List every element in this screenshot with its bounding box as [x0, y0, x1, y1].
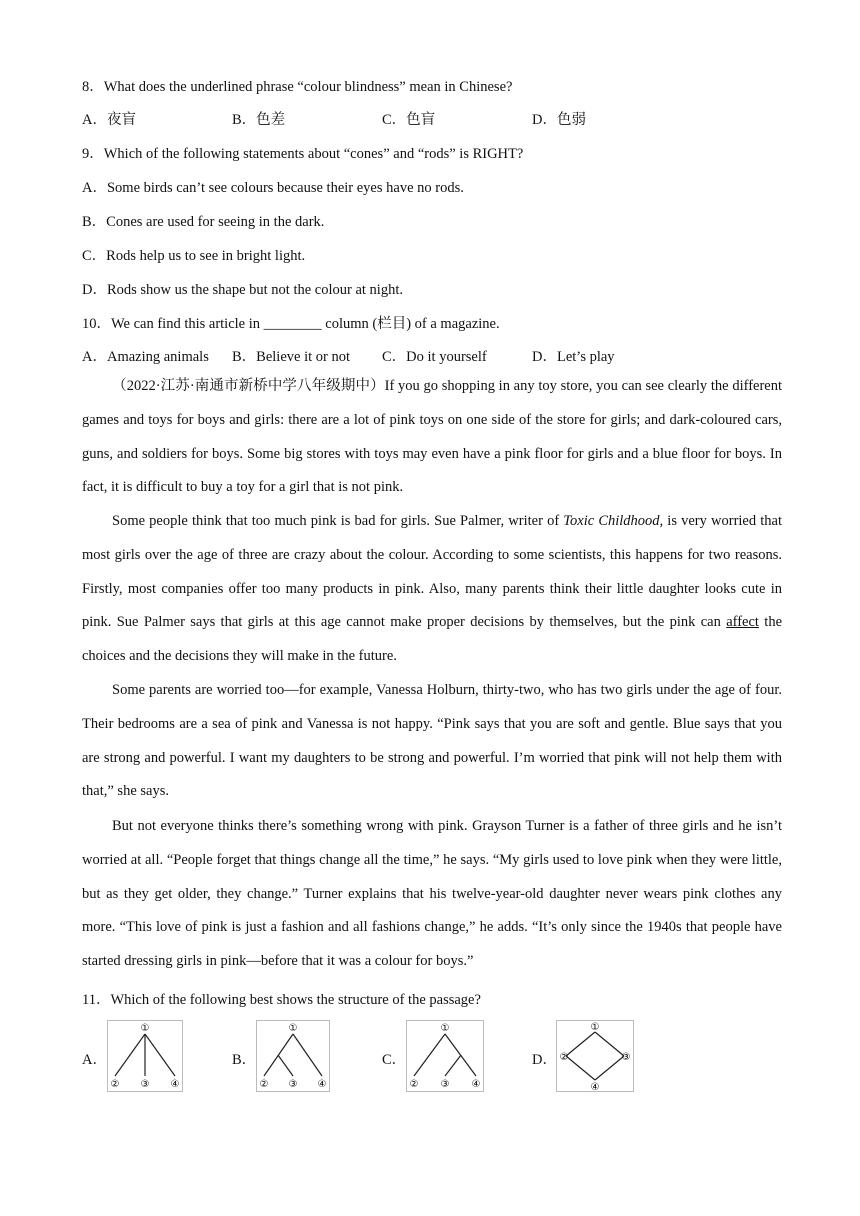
q11-option-d-label[interactable]: D．	[532, 1052, 557, 1068]
node-2: ②	[409, 1079, 419, 1090]
book-title: Toxic Childhood,	[563, 513, 664, 529]
q9-stem: 9．Which of the following statements about “cones” and “rods” is RIGHT?	[82, 146, 524, 162]
node-1: ①	[440, 1023, 450, 1034]
q9-option-a[interactable]: A．Some birds can’t see colours because their eyes have no rods.	[82, 180, 464, 196]
node-4: ④	[317, 1079, 327, 1090]
node-3: ③	[621, 1052, 631, 1063]
passage-paragraph-4	[82, 810, 782, 979]
q11-diagram-a[interactable]	[107, 1020, 183, 1097]
q9-option-b[interactable]: B．Cones are used for seeing in the dark.	[82, 214, 325, 230]
q10-stem: 10．We can find this article in ________ column (栏目) of a magazine.	[82, 316, 500, 332]
node-4: ④	[170, 1079, 180, 1090]
passage-p4-text: But not everyone thinks there’s something wrong with pink. Grayson Turner is a father of three girls and he isn’t worried at all. “People forget that things change all the time,” he says. “My girls used to love pink when they were little, but as they get older, they change.” Turner explains that his twelve-year-old daughter never wears pink clothes any more. “This love of pink is just a fashion and all fashions change,” he adds. “It’s only since the 1940s that people have started dressing girls in pink—before that it was a colour for boys.”	[82, 818, 782, 970]
node-3: ③	[440, 1079, 450, 1090]
q11-diagram-b[interactable]	[256, 1020, 330, 1097]
q10-option-b[interactable]: B．Believe it or not	[232, 349, 350, 365]
node-1: ①	[288, 1023, 298, 1034]
node-1: ①	[590, 1022, 600, 1033]
node-2: ②	[110, 1079, 120, 1090]
q11-option-a-label[interactable]: A．	[82, 1052, 107, 1068]
q8-option-a[interactable]: A．夜盲	[82, 112, 136, 128]
q10-option-c[interactable]: C．Do it yourself	[382, 349, 487, 365]
node-2: ②	[559, 1052, 569, 1063]
passage-p2-text-c: the choices and the decisions they will make in the future.	[82, 614, 783, 665]
node-3: ③	[288, 1079, 298, 1090]
node-1: ①	[140, 1023, 150, 1034]
underlined-word: affect	[726, 614, 759, 631]
q11-stem: 11．Which of the following best shows the structure of the passage?	[82, 992, 481, 1008]
node-2: ②	[259, 1079, 269, 1090]
passage-paragraph-2	[82, 505, 782, 674]
passage-p2-text-a: Some people think that too much pink is bad for girls. Sue Palmer, writer of	[112, 513, 564, 529]
q9-option-d[interactable]: D．Rods show us the shape but not the colour at night.	[82, 282, 403, 298]
passage-p1-text: （2022·江苏·南通市新桥中学八年级期中）If you go shopping in any toy store, you can see clearly the different games and toys for boys and girls: there are a lot of pink toys on one side of the store for girls; and dark-coloured cars, guns, and soldiers for boys. Some big stores with toys may even have a pink floor for girls and a blue floor for boys. In fact, it is difficult to buy a toy for a girl that is not pink.	[82, 378, 782, 496]
q10-option-a[interactable]: A．Amazing animals	[82, 349, 209, 365]
passage-p2-text-b: is very worried that most girls over the age of three are crazy about the colour. According to some scientists, this happens for two reasons. Firstly, most companies offer too many products in pink. Also, many parents think their little daughter looks cute in pink. Sue Palmer says that girls at this age cannot make proper decisions by themselves, but the pink can	[82, 513, 782, 631]
node-3: ③	[140, 1079, 150, 1090]
passage-p3-text: Some parents are worried too—for example, Vanessa Holburn, thirty-two, who has two girls under the age of four. Their bedrooms are a sea of pink and Vanessa is not happy. “Pink says that you are soft and gentle. Blue says that you are strong and powerful. I want my daughters to be strong and powerful. I’m worried that pink will not help them with that,” she says.	[82, 682, 782, 800]
q11-option-c-label[interactable]: C．	[382, 1052, 407, 1068]
q11-diagram-c[interactable]	[406, 1020, 484, 1097]
node-4: ④	[471, 1079, 481, 1090]
q8-option-c[interactable]: C．色盲	[382, 112, 436, 128]
q9-option-c[interactable]: C．Rods help us to see in bright light.	[82, 248, 306, 264]
q8-stem: 8．What does the underlined phrase “colour blindness” mean in Chinese?	[82, 79, 513, 95]
q8-option-d[interactable]: D．色弱	[532, 112, 586, 128]
q8-option-b[interactable]: B．色差	[232, 112, 286, 128]
q10-option-d[interactable]: D．Let’s play	[532, 349, 615, 365]
passage-paragraph-3	[82, 674, 782, 809]
q11-option-b-label[interactable]: B．	[232, 1052, 257, 1068]
q11-diagram-d[interactable]	[556, 1020, 634, 1097]
node-4: ④	[590, 1082, 600, 1092]
passage-paragraph-1	[82, 370, 782, 505]
